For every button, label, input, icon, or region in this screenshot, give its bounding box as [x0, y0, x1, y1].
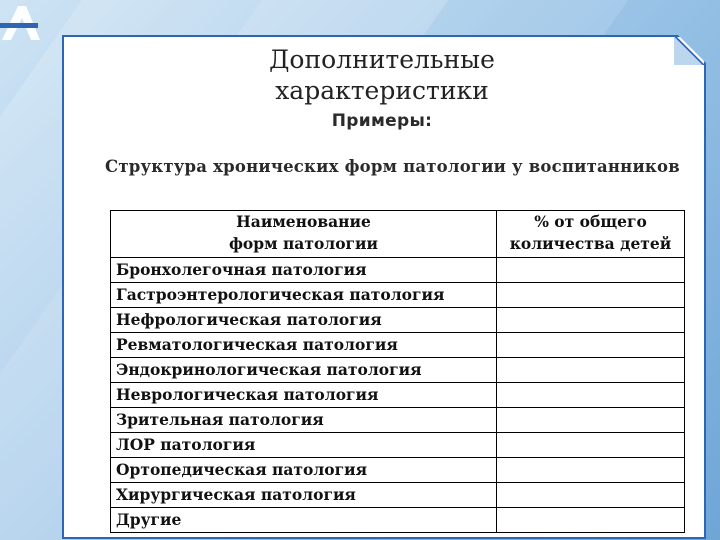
title-line-1: Дополнительные: [269, 45, 495, 74]
column-header-percent-line2: количества детей: [509, 234, 672, 253]
table-row: [111, 508, 685, 533]
table-row: [111, 333, 685, 358]
pathology-table: [110, 210, 685, 533]
pathology-name: Неврологическая патология: [111, 383, 497, 408]
table-row: [111, 483, 685, 508]
pathology-name: Хирургическая патология: [111, 483, 497, 508]
table-row: [111, 308, 685, 333]
logo-icon: [0, 6, 42, 40]
page-title: [62, 44, 702, 106]
pathology-name: Бронхолегочная патология: [111, 258, 497, 283]
column-header-name-line1: Наименование: [236, 212, 371, 231]
column-header-name-line2: форм патологии: [228, 234, 379, 253]
table-row: [111, 283, 685, 308]
pathology-name: Нефрологическая патология: [111, 308, 497, 333]
table-row: [111, 458, 685, 483]
pathology-name: Гастроэнтерологическая патология: [111, 283, 497, 308]
table-row: [111, 258, 685, 283]
table-header-row: [111, 211, 685, 258]
column-header-percent-line1: % от общего: [534, 212, 647, 231]
pathology-percent: [497, 333, 685, 358]
pathology-percent: [497, 508, 685, 533]
subtitle: Примеры:: [331, 111, 433, 131]
pathology-percent: [497, 433, 685, 458]
pathology-percent: [497, 408, 685, 433]
pathology-percent: [497, 358, 685, 383]
table-caption: Структура хронических форм патологии у воспитанников: [105, 157, 680, 176]
pathology-percent: [497, 258, 685, 283]
table-row: [111, 408, 685, 433]
column-header-percent: [497, 211, 685, 258]
pathology-name: Другие: [111, 508, 497, 533]
pathology-percent: [497, 483, 685, 508]
pathology-name: Ревматологическая патология: [111, 333, 497, 358]
pathology-percent: [497, 383, 685, 408]
pathology-name: Ортопедическая патология: [111, 458, 497, 483]
title-line-2: характеристики: [275, 76, 489, 105]
table-row: [111, 358, 685, 383]
pathology-percent: [497, 283, 685, 308]
pathology-percent: [497, 458, 685, 483]
pathology-name: ЛОР патология: [111, 433, 497, 458]
pathology-name: Зрительная патология: [111, 408, 497, 433]
column-header-name: [111, 211, 497, 258]
pathology-name: Эндокринологическая патология: [111, 358, 497, 383]
table-row: [111, 433, 685, 458]
pathology-percent: [497, 308, 685, 333]
table-row: [111, 383, 685, 408]
